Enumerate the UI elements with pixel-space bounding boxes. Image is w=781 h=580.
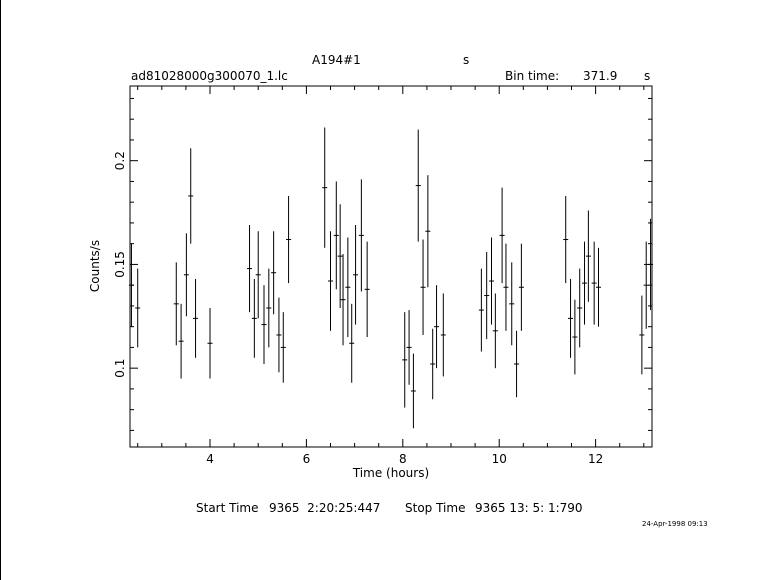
data-point bbox=[271, 231, 276, 314]
data-point bbox=[247, 225, 252, 312]
data-point bbox=[261, 285, 266, 364]
data-point bbox=[577, 269, 582, 348]
data-point bbox=[519, 244, 524, 331]
data-point bbox=[188, 148, 193, 243]
data-point bbox=[179, 304, 184, 379]
data-point bbox=[281, 312, 286, 383]
axis-ticks bbox=[130, 86, 652, 447]
data-point bbox=[359, 179, 364, 291]
y-axis-label: Counts/s bbox=[88, 239, 102, 293]
data-point bbox=[252, 279, 257, 358]
data-point bbox=[514, 331, 519, 397]
data-point bbox=[353, 225, 358, 325]
data-point bbox=[276, 298, 281, 373]
bin-time-unit: s bbox=[644, 69, 651, 83]
data-point bbox=[484, 252, 489, 339]
data-point bbox=[402, 312, 407, 407]
data-point bbox=[345, 237, 350, 337]
data-point bbox=[338, 204, 343, 308]
object-unit: s bbox=[463, 53, 470, 67]
data-point bbox=[208, 308, 213, 379]
date-stamp: 24-Apr-1998 09:13 bbox=[642, 520, 708, 528]
bin-time-label: Bin time: bbox=[505, 69, 560, 83]
data-point bbox=[322, 127, 327, 247]
data-point bbox=[430, 329, 435, 400]
x-tick-label: 6 bbox=[302, 452, 311, 466]
data-point bbox=[349, 304, 354, 383]
data-point bbox=[416, 130, 421, 242]
x-tick-label: 12 bbox=[587, 452, 604, 466]
data-point bbox=[493, 293, 498, 368]
data-point bbox=[193, 279, 198, 358]
data-point bbox=[135, 269, 140, 348]
y-tick-label: 0.2 bbox=[113, 151, 127, 171]
data-point bbox=[644, 242, 649, 329]
filename-label: ad81028000g300070_1.lc bbox=[131, 69, 288, 83]
bin-time-value: 371.9 bbox=[583, 69, 618, 83]
data-point bbox=[286, 196, 291, 283]
data-point bbox=[568, 279, 573, 358]
data-point bbox=[341, 254, 346, 345]
data-point bbox=[266, 269, 271, 348]
data-point bbox=[184, 233, 189, 316]
start-time-value: 9365 2:20:25:447 bbox=[269, 501, 381, 515]
data-point bbox=[434, 285, 439, 368]
data-point bbox=[592, 242, 597, 325]
data-point bbox=[503, 244, 508, 331]
data-point bbox=[479, 269, 484, 352]
stop-time-value: 9365 13: 5: 1:790 bbox=[475, 501, 583, 515]
data-point bbox=[582, 242, 587, 325]
data-point bbox=[425, 175, 430, 287]
y-tick-label: 0.1 bbox=[113, 358, 127, 378]
data-point bbox=[586, 210, 591, 301]
data-point bbox=[256, 231, 261, 318]
data-point bbox=[174, 262, 179, 345]
x-tick-label: 4 bbox=[206, 452, 214, 466]
data-point bbox=[365, 242, 370, 337]
data-point bbox=[411, 354, 416, 429]
data-point bbox=[421, 240, 426, 335]
start-time-label: Start Time bbox=[196, 501, 259, 515]
x-tick-label: 8 bbox=[398, 452, 407, 466]
data-point bbox=[572, 300, 577, 375]
y-tick-label: 0.15 bbox=[113, 251, 127, 278]
object-name: A194#1 bbox=[312, 53, 361, 67]
data-point bbox=[563, 196, 568, 283]
x-tick-label: 10 bbox=[491, 452, 507, 466]
data-point bbox=[596, 248, 601, 327]
data-point bbox=[489, 237, 494, 324]
plot-frame bbox=[130, 86, 652, 447]
data-point bbox=[334, 181, 339, 289]
data-series bbox=[129, 127, 653, 428]
data-point bbox=[509, 262, 514, 345]
data-point bbox=[639, 296, 644, 375]
data-point bbox=[500, 188, 505, 283]
data-point bbox=[441, 293, 446, 376]
data-point bbox=[407, 310, 412, 385]
data-point bbox=[328, 231, 333, 331]
x-axis-label: Time (hours) bbox=[352, 466, 430, 480]
stop-time-label: Stop Time bbox=[405, 501, 466, 515]
